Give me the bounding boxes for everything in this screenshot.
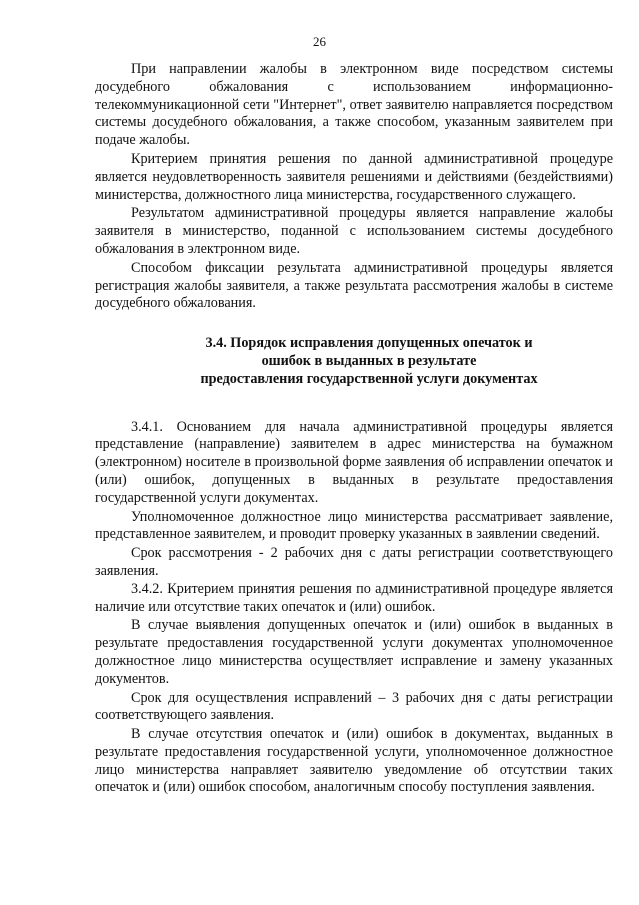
paragraph-correction-term: Срок для осуществления исправлений – 3 рабочих дня с даты регистрации соответствующего заявления. [95, 689, 613, 724]
section-heading-line-1: 3.4. Порядок исправления допущенных опечаток и [205, 335, 533, 352]
paragraph-no-errors: В случае отсутствия опечаток и (или) ошибок в документах, выданных в результате предоставления государственной услуги, уполномоченное должностное лицо министерства направляет заявителю уведомление об отсутствии таких опечаток и (или) ошибок способом, аналогичным способу поступления заявления. [95, 726, 613, 796]
paragraph-decision-criterion: Критерием принятия решения по данной административной процедуре является неудовлетворенность заявителя решениями и действиями (бездействиями) министерства, должностного лица министерства, государственного служащего. [95, 150, 613, 203]
section-heading-line-3: предоставления государственной услуги документах [200, 370, 538, 387]
section-heading-line-2: ошибок в выданных в результате [261, 352, 477, 369]
section-heading-3-4 [95, 335, 613, 388]
document-body [95, 61, 613, 797]
paragraph-errors-found: В случае выявления допущенных опечаток и (или) ошибок в выданных в результате предоставления государственной услуги документах уполномоченное должностное лицо министерства осуществляет исправление и замену указанных документов. [95, 617, 613, 687]
paragraph-official-review: Уполномоченное должностное лицо министерства рассматривает заявление, представленное заявителем, и проводит проверку указанных в заявлении сведений. [95, 508, 613, 543]
paragraph-procedure-result: Результатом административной процедуры является направление жалобы заявителя в министерство, поданной с использованием системы досудебного обжалования в электронном виде. [95, 205, 613, 257]
paragraph-3-4-2-criterion: 3.4.2. Критерием принятия решения по административной процедуре является наличие или отсутствие таких опечаток и (или) ошибок. [95, 580, 613, 615]
page-number: 26 [313, 34, 326, 49]
paragraph-complaint-response: При направлении жалобы в электронном виде посредством системы досудебного обжалования с использованием информационно-телекоммуникационной сети "Интернет", ответ заявителю направляется посредством системы досудебного обжалования, а также способом, указанным заявителем при подаче жалобы. [95, 61, 613, 149]
paragraph-review-term: Срок рассмотрения - 2 рабочих дня с даты регистрации соответствующего заявления. [95, 545, 613, 579]
paragraph-result-fixation: Способом фиксации результата административной процедуры является регистрация жалобы заявителя, а также результата рассмотрения жалобы в системе досудебного обжалования. [95, 259, 613, 312]
paragraph-3-4-1-basis: 3.4.1. Основанием для начала административной процедуры является представление (направление) заявителем в адрес министерства на бумажном (электронном) носителе в произвольной форме заявления об исправлении опечаток и (или) ошибок, допущенных в выданных в результате предоставления государственной услуги документах. [95, 418, 613, 506]
